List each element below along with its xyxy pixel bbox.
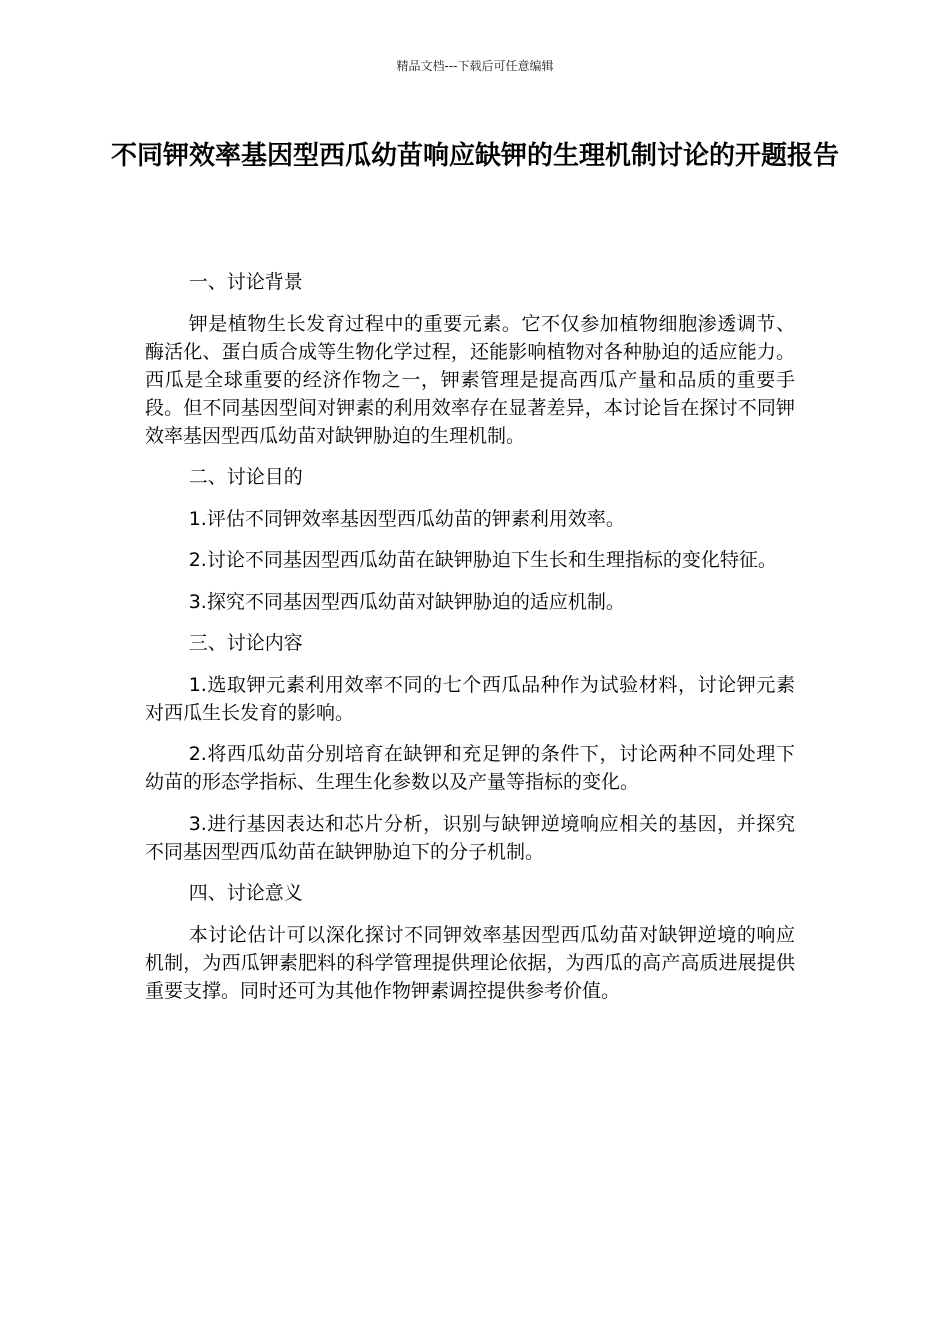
purpose-item-3: 3.探究不同基因型西瓜幼苗对缺钾胁迫的适应机制。 (188, 590, 625, 613)
purpose-item-2: 2.讨论不同基因型西瓜幼苗在缺钾胁迫下生长和生理指标的变化特征。 (188, 549, 777, 571)
content-item-3: 3.进行基因表达和芯片分析，识别与缺钾逆境响应相关的基因，并探究不同基因型西瓜幼苗在缺钾胁迫下的分子机制。 (145, 812, 795, 863)
page-header-note: 精品文档---下载后可任意编辑 (396, 59, 554, 73)
document-body (145, 268, 795, 1018)
content-item-2: 2.将西瓜幼苗分别培育在缺钾和充足钾的条件下，讨论两种不同处理下幼苗的形态学指标、生理生化参数以及产量等指标的变化。 (145, 743, 795, 793)
section-heading-purpose: 二、讨论目的 (188, 466, 303, 488)
section-heading-significance: 四、讨论意义 (188, 882, 303, 904)
section-heading-background: 一、讨论背景 (188, 271, 303, 293)
paragraph-significance: 本讨论估计可以深化探讨不同钾效率基因型西瓜幼苗对缺钾逆境的响应机制，为西瓜钾素肥料的科学管理提供理论依据，为西瓜的高产高质进展提供重要支撑。同时还可为其他作物钾素调控提供参考价值。 (145, 923, 795, 1002)
paragraph-background: 钾是植物生长发育过程中的重要元素。它不仅参加植物细胞渗透调节、酶活化、蛋白质合成等生物化学过程，还能影响植物对各种胁迫的适应能力。西瓜是全球重要的经济作物之一，钾素管理是提高西瓜产量和品质的重要手段。但不同基因型间对钾素的利用效率存在显著差异，本讨论旨在探讨不同钾效率基因型西瓜幼苗对缺钾胁迫的生理机制。 (145, 312, 795, 447)
purpose-item-1: 1.评估不同钾效率基因型西瓜幼苗的钾素利用效率。 (188, 507, 625, 530)
document-title: 不同钾效率基因型西瓜幼苗响应缺钾的生理机制讨论的开题报告 (110, 141, 839, 171)
content-item-1: 1.选取钾元素利用效率不同的七个西瓜品种作为试验材料，讨论钾元素对西瓜生长发育的影响。 (145, 673, 795, 724)
section-heading-content: 三、讨论内容 (188, 632, 303, 654)
